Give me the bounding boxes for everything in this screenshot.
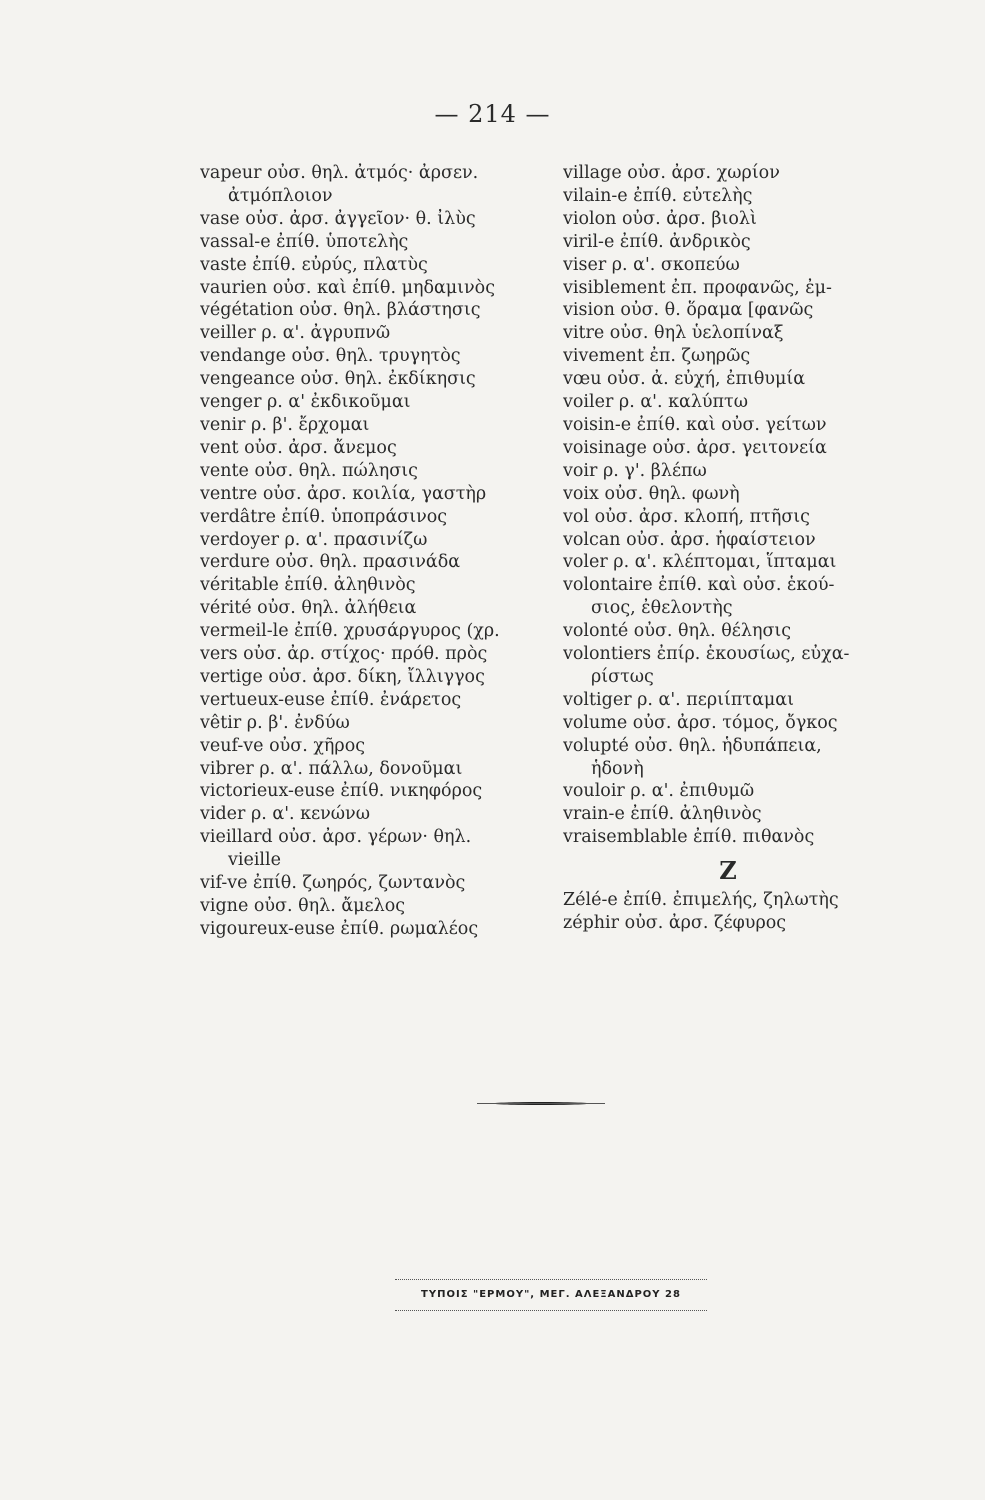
- printer-imprint-text: ΤΥΠΟΙΣ "ΕΡΜΟΥ", ΜΕΓ. ΑΛΕΞΑΝΔΡΟΥ 28: [421, 1289, 681, 1300]
- dictionary-entry: vilain-e ἐπίθ. εὐτελὴς: [563, 185, 753, 206]
- dictionary-entry: venir ρ. β'. ἔρχομαι: [200, 414, 370, 435]
- dictionary-entry: visiblement ἐπ. προφανῶς, ἐμ-: [563, 277, 832, 298]
- dictionary-entry: vider ρ. α'. κενώνω: [200, 804, 370, 825]
- left-column: [200, 162, 545, 941]
- dictionary-entry-continuation: ρίστως: [591, 666, 654, 687]
- dictionary-entry: verdure οὐσ. θηλ. πρασινάδα: [200, 552, 461, 573]
- dictionary-entry: village οὐσ. ἀρσ. χωρίον: [563, 163, 780, 183]
- dictionary-entry: voler ρ. α'. κλέπτομαι, ἵπταμαι: [563, 552, 837, 573]
- dictionary-entry: vase οὐσ. ἀρσ. ἀγγεῖον· θ. ἰλὺς: [200, 208, 476, 229]
- right-column: [563, 162, 908, 935]
- dictionary-entry: véritable ἐπίθ. ἀληθινὸς: [200, 575, 416, 596]
- dictionary-entry: vibrer ρ. α'. πάλλω, δονοῦμαι: [200, 758, 463, 779]
- dictionary-entry: vassal-e ἐπίθ. ὑποτελὴς: [200, 231, 409, 252]
- dictionary-entry: veiller ρ. α'. ἀγρυπνῶ: [200, 323, 391, 344]
- dictionary-entry: végétation οὐσ. θηλ. βλάστησις: [200, 300, 481, 321]
- dictionary-entry: vitre οὐσ. θηλ ὑελοπίναξ: [563, 323, 784, 344]
- dictionary-entry: voix οὐσ. θηλ. φωνὴ: [563, 483, 740, 504]
- dictionary-entry: voiler ρ. α'. καλύπτω: [563, 392, 749, 413]
- dictionary-entry: vaste ἐπίθ. εὐρύς, πλατὺς: [200, 254, 428, 275]
- dictionary-entry: volonté οὐσ. θηλ. θέλησις: [563, 621, 792, 642]
- dictionary-entry: voir ρ. γ'. βλέπω: [563, 460, 707, 481]
- dictionary-entry: violon οὐσ. ἀρσ. βιολὶ: [563, 208, 757, 229]
- dictionary-entry: verdoyer ρ. α'. πρασινίζω: [200, 529, 428, 550]
- dictionary-entry: vers οὐσ. ἀρ. στίχος· πρόθ. πρὸς: [200, 644, 488, 665]
- dictionary-entry: vengeance οὐσ. θηλ. ἐκδίκησις: [200, 369, 476, 390]
- dictionary-entry: vigoureux-euse ἐπίθ. ρωμαλέος: [200, 918, 479, 939]
- section-z-entries: [563, 889, 908, 935]
- dictionary-entry: vol οὐσ. ἀρσ. κλοπή, πτῆσις: [563, 506, 810, 527]
- dictionary-entry: volcan οὐσ. ἀρσ. ἡφαίστειον: [563, 529, 816, 550]
- dictionary-entry: vivement ἐπ. ζωηρῶς: [563, 346, 751, 367]
- dictionary-entry: vouloir ρ. α'. ἐπιθυμῶ: [563, 781, 755, 802]
- dictionary-entry: vigne οὐσ. θηλ. ἄμελος: [200, 896, 406, 916]
- dictionary-entry: vif-ve ἐπίθ. ζωηρός, ζωντανὸς: [200, 873, 466, 894]
- dictionary-entry: vrain-e ἐπίθ. ἀληθινὸς: [563, 804, 762, 825]
- dictionary-entry-continuation: σιος, ἐθελοντὴς: [591, 598, 733, 619]
- dictionary-entry: viser ρ. α'. σκοπεύω: [563, 254, 740, 275]
- dictionary-entry: vaurien οὐσ. καὶ ἐπίθ. μηδαμινὸς: [200, 277, 496, 298]
- section-letter-z: Z: [719, 856, 737, 886]
- dictionary-entry: vent οὐσ. ἀρσ. ἄνεμος: [200, 437, 397, 458]
- dictionary-entry: victorieux-euse ἐπίθ. νικηφόρος: [200, 781, 483, 802]
- dictionary-entry: vérité οὐσ. θηλ. ἀλήθεια: [200, 598, 417, 619]
- dictionary-entry: ventre οὐσ. ἀρσ. κοιλία, γαστὴρ: [200, 483, 487, 504]
- dictionary-entry-continuation: ἡδονὴ: [591, 758, 644, 779]
- dictionary-entry: voisin-e ἐπίθ. καὶ οὐσ. γείτων: [563, 414, 827, 435]
- dictionary-entry: veuf-ve οὐσ. χῆρος: [200, 735, 366, 756]
- dictionary-entry: voltiger ρ. α'. περιίπταμαι: [563, 689, 794, 710]
- dictionary-entry: vapeur οὐσ. θηλ. ἀτμός· ἀρσεν.: [200, 163, 479, 183]
- dictionary-entry: voisinage οὐσ. ἀρσ. γειτονεία: [563, 437, 827, 458]
- dictionary-entry: vermeil-le ἐπίθ. χρυσάργυρος (χρ.: [200, 621, 500, 642]
- dictionary-entry: volontiers ἐπίρ. ἑκουσίως, εὐχα-: [563, 644, 850, 665]
- dictionary-entry: volume οὐσ. ἀρσ. τόμος, ὄγκος: [563, 712, 838, 733]
- dictionary-entry: vœu οὐσ. ἀ. εὐχή, ἐπιθυμία: [563, 369, 806, 390]
- dictionary-entry-continuation: ἀτμόπλοιον: [228, 185, 333, 206]
- dictionary-entry: zéphir οὐσ. ἀρσ. ζέφυρος: [563, 913, 787, 934]
- dictionary-entry: vente οὐσ. θηλ. πώλησις: [200, 460, 418, 481]
- dictionary-entry: vision οὐσ. θ. ὅραμα [φανῶς: [563, 300, 814, 321]
- dictionary-entry: venger ρ. α' ἐκδικοῦμαι: [200, 392, 411, 413]
- printer-imprint: [395, 1279, 707, 1311]
- dictionary-entry: vertige οὐσ. ἀρσ. δίκη, ἴλλιγγος: [200, 666, 485, 687]
- dictionary-entry: Zélé-e ἐπίθ. ἐπιμελής, ζηλωτὴς: [563, 890, 839, 911]
- dictionary-entry: verdâtre ἐπίθ. ὑποπράσινος: [200, 506, 448, 527]
- dictionary-entry: volontaire ἐπίθ. καὶ οὐσ. ἑκού-: [563, 575, 835, 596]
- dictionary-entry: vêtir ρ. β'. ἐνδύω: [200, 712, 350, 733]
- dictionary-entry: viril-e ἐπίθ. ἀνδρικὸς: [563, 231, 751, 252]
- dictionary-entry: vendange οὐσ. θηλ. τρυγητὸς: [200, 346, 461, 367]
- dictionary-entry-continuation: vieille: [228, 850, 281, 871]
- dictionary-entry: vraisemblable ἐπίθ. πιθανὸς: [563, 827, 815, 848]
- dictionary-entry: volupté οὐσ. θηλ. ἡδυπάπεια,: [563, 735, 822, 756]
- right-column-entries: [563, 162, 908, 849]
- page-number: — 214 —: [434, 100, 551, 128]
- decorative-rule: [493, 1102, 589, 1105]
- dictionary-entry: vieillard οὐσ. ἀρσ. γέρων· θηλ.: [200, 827, 472, 848]
- dictionary-entry: vertueux-euse ἐπίθ. ἐνάρετος: [200, 689, 462, 710]
